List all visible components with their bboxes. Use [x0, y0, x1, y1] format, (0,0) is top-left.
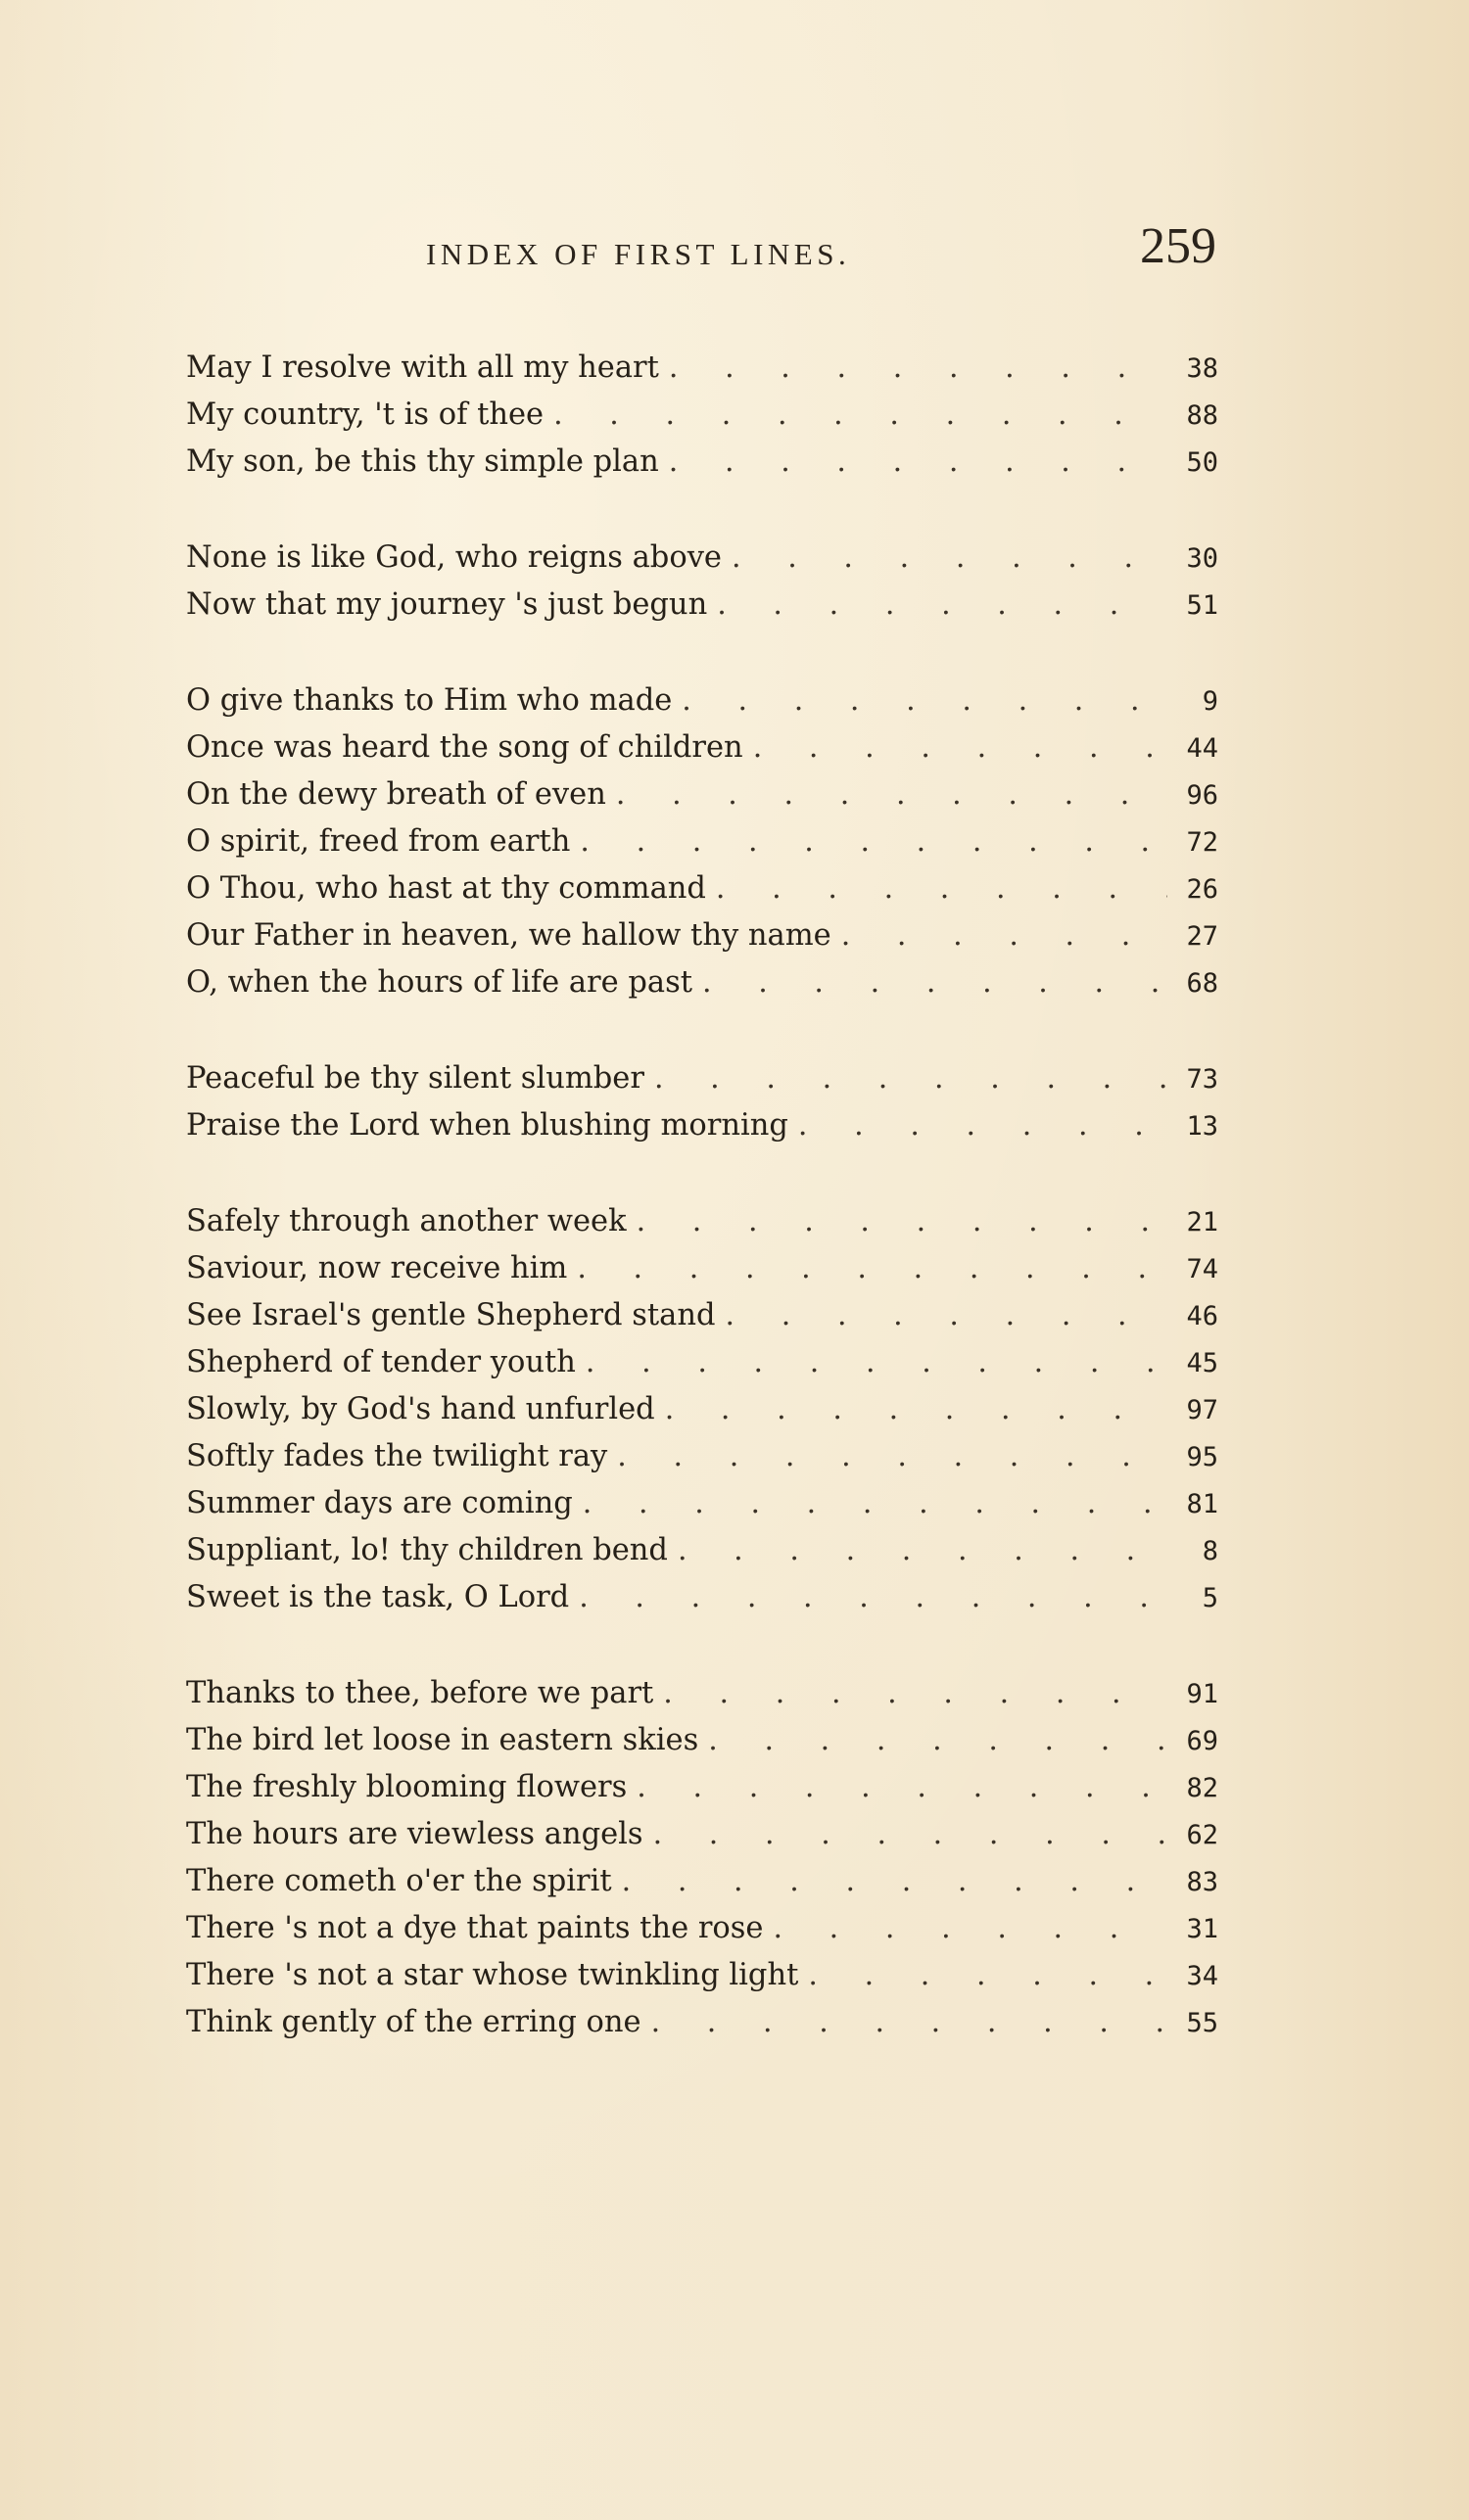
first-line-text: Saviour, now receive him — [186, 1251, 568, 1285]
dot-leader — [702, 959, 1167, 1006]
page-reference: 26 — [1186, 874, 1218, 905]
index-group — [186, 677, 1218, 1006]
dot-leader — [708, 1717, 1167, 1764]
index-entry — [186, 345, 1218, 392]
page-reference: 95 — [1186, 1442, 1218, 1472]
index-entry — [186, 1858, 1218, 1905]
first-line-text: Now that my journey 's just begun — [186, 587, 708, 622]
page-reference: 45 — [1186, 1348, 1218, 1378]
page-reference: 5 — [1202, 1583, 1218, 1613]
index-entry — [186, 1999, 1218, 2046]
first-line-text: May I resolve with all my heart — [186, 350, 659, 385]
first-line-text: There 's not a star whose twinkling light — [186, 1958, 799, 1992]
dot-leader — [669, 439, 1167, 486]
first-line-text: Slowly, by God's hand unfurled — [186, 1392, 655, 1426]
dot-leader — [732, 535, 1167, 582]
first-line-text: Thanks to thee, before we part — [186, 1676, 654, 1710]
page-reference: 73 — [1186, 1064, 1218, 1095]
index-entry — [186, 439, 1218, 486]
dot-leader — [798, 1102, 1167, 1149]
dot-leader — [669, 345, 1167, 392]
page-reference: 30 — [1186, 543, 1218, 574]
page-reference: 91 — [1186, 1679, 1218, 1709]
dot-leader — [637, 1764, 1167, 1811]
page-reference: 74 — [1186, 1254, 1218, 1284]
index-entry — [186, 392, 1218, 439]
first-line-text: Peaceful be thy silent slumber — [186, 1061, 644, 1096]
page-reference: 9 — [1202, 686, 1218, 717]
dot-leader — [663, 1670, 1167, 1717]
page-reference: 96 — [1186, 780, 1218, 811]
page-header — [186, 217, 1224, 286]
page-reference: 34 — [1186, 1961, 1218, 1991]
first-line-text: Safely through another week — [186, 1204, 627, 1238]
index-entry — [186, 771, 1218, 818]
dot-leader — [617, 1433, 1167, 1480]
index-of-first-lines — [186, 345, 1218, 2095]
page-reference: 21 — [1186, 1207, 1218, 1237]
first-line-text: There 's not a dye that paints the rose — [186, 1911, 764, 1945]
dot-leader — [651, 1999, 1167, 2046]
index-entry — [186, 1811, 1218, 1858]
index-entry — [186, 1292, 1218, 1339]
dot-leader — [553, 392, 1167, 439]
dot-leader — [678, 1527, 1167, 1574]
page-reference: 44 — [1186, 733, 1218, 764]
first-line-text: Shepherd of tender youth — [186, 1345, 576, 1379]
page-reference: 8 — [1202, 1536, 1218, 1566]
first-line-text: Once was heard the song of children — [186, 730, 743, 765]
page-reference: 69 — [1186, 1726, 1218, 1756]
index-entry — [186, 1905, 1218, 1952]
first-line-text: O Thou, who hast at thy command — [186, 871, 706, 906]
index-entry — [186, 818, 1218, 865]
index-entry — [186, 1198, 1218, 1245]
index-entry — [186, 1717, 1218, 1764]
first-line-text: None is like God, who reigns above — [186, 540, 722, 575]
first-line-text: O give thanks to Him who made — [186, 683, 673, 718]
page-reference: 13 — [1186, 1111, 1218, 1142]
index-entry — [186, 1764, 1218, 1811]
first-line-text: My country, 't is of thee — [186, 397, 545, 432]
first-line-text: O, when the hours of life are past — [186, 965, 692, 1000]
index-group — [186, 1670, 1218, 2046]
first-line-text: Suppliant, lo! thy children bend — [186, 1533, 668, 1567]
first-line-text: The hours are viewless angels — [186, 1817, 643, 1851]
page-reference: 82 — [1186, 1773, 1218, 1803]
first-line-text: Summer days are coming — [186, 1486, 573, 1520]
dot-leader — [586, 1339, 1167, 1386]
dot-leader — [637, 1198, 1167, 1245]
page-reference: 27 — [1186, 921, 1218, 952]
page-reference: 31 — [1186, 1914, 1218, 1944]
index-entry — [186, 1480, 1218, 1527]
page-reference: 68 — [1186, 968, 1218, 999]
dot-leader — [616, 771, 1167, 818]
index-entry — [186, 1102, 1218, 1149]
index-entry — [186, 1670, 1218, 1717]
index-entry — [186, 1055, 1218, 1102]
first-line-text: Praise the Lord when blushing morning — [186, 1108, 788, 1143]
page-reference: 38 — [1186, 353, 1218, 384]
page-reference: 88 — [1186, 400, 1218, 431]
dot-leader — [579, 1574, 1167, 1621]
dot-leader — [583, 1480, 1167, 1527]
first-line-text: Our Father in heaven, we hallow thy name — [186, 918, 831, 953]
dot-leader — [653, 1811, 1167, 1858]
first-line-text: The bird let loose in eastern skies — [186, 1723, 699, 1757]
page-reference: 50 — [1186, 447, 1218, 478]
dot-leader — [716, 865, 1167, 912]
first-line-text: Think gently of the erring one — [186, 2005, 641, 2039]
first-line-text: There cometh o'er the spirit — [186, 1864, 612, 1898]
index-entry — [186, 582, 1218, 629]
first-line-text: See Israel's gentle Shepherd stand — [186, 1298, 716, 1332]
index-entry — [186, 1952, 1218, 1999]
first-line-text: Sweet is the task, O Lord — [186, 1580, 570, 1614]
first-line-text: O spirit, freed from earth — [186, 824, 571, 859]
dot-leader — [717, 582, 1167, 629]
dot-leader — [726, 1292, 1167, 1339]
index-entry — [186, 1574, 1218, 1621]
index-entry — [186, 1527, 1218, 1574]
index-group — [186, 345, 1218, 486]
page-reference: 72 — [1186, 827, 1218, 858]
first-line-text: Softly fades the twilight ray — [186, 1439, 608, 1473]
index-entry — [186, 865, 1218, 912]
dot-leader — [773, 1905, 1167, 1952]
page-reference: 83 — [1186, 1867, 1218, 1897]
index-entry — [186, 724, 1218, 771]
first-line-text: My son, be this thy simple plan — [186, 444, 659, 479]
index-entry — [186, 1386, 1218, 1433]
running-head: INDEX OF FIRST LINES. — [426, 237, 851, 271]
index-entry — [186, 677, 1218, 724]
index-entry — [186, 1339, 1218, 1386]
page-number: 259 — [1140, 218, 1216, 274]
page-reference: 46 — [1186, 1301, 1218, 1331]
index-group — [186, 1055, 1218, 1149]
page-reference: 81 — [1186, 1489, 1218, 1519]
index-group — [186, 1198, 1218, 1621]
first-line-text: On the dewy breath of even — [186, 777, 606, 812]
page-reference: 55 — [1186, 2008, 1218, 2038]
index-entry — [186, 912, 1218, 959]
index-entry — [186, 1245, 1218, 1292]
dot-leader — [808, 1952, 1167, 1999]
index-entry — [186, 959, 1218, 1006]
dot-leader — [665, 1386, 1167, 1433]
dot-leader — [580, 818, 1167, 865]
dot-leader — [622, 1858, 1167, 1905]
page-reference: 62 — [1186, 1820, 1218, 1850]
dot-leader — [753, 724, 1167, 771]
dot-leader — [841, 912, 1167, 959]
index-group — [186, 535, 1218, 629]
index-entry — [186, 535, 1218, 582]
page-reference: 97 — [1186, 1395, 1218, 1425]
page-reference: 51 — [1186, 590, 1218, 621]
first-line-text: The freshly blooming flowers — [186, 1770, 628, 1804]
dot-leader — [682, 677, 1167, 724]
index-entry — [186, 1433, 1218, 1480]
dot-leader — [577, 1245, 1167, 1292]
dot-leader — [654, 1055, 1167, 1102]
